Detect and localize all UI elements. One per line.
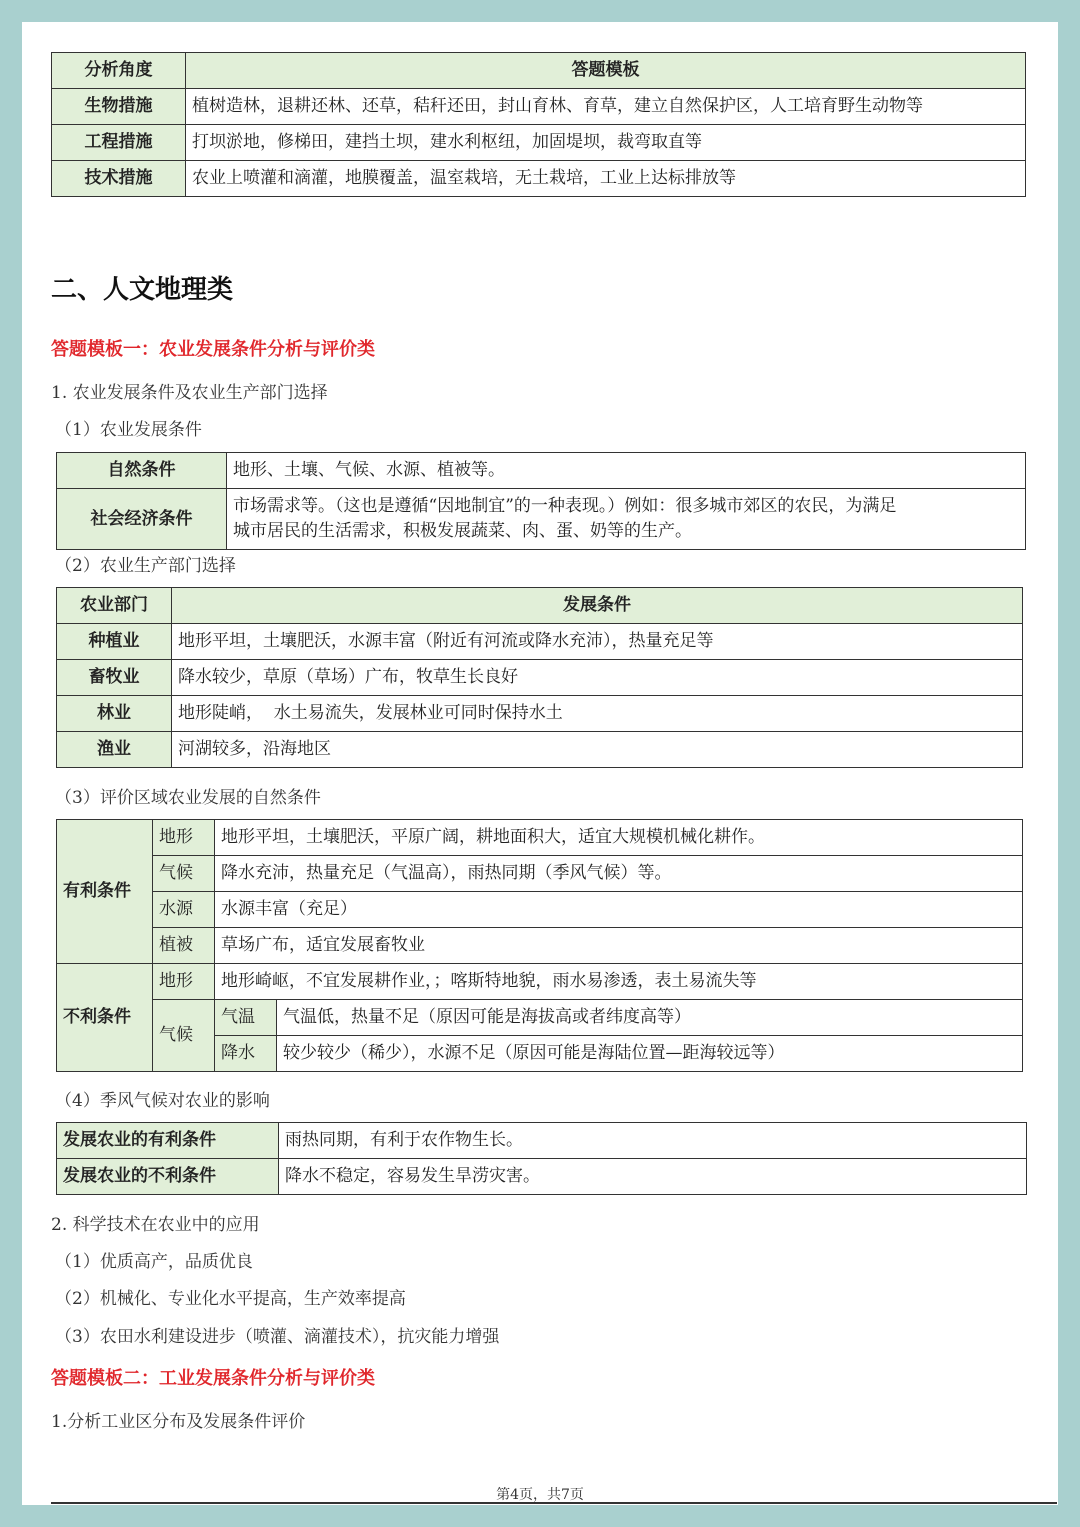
row-label: 发展农业的不利条件 <box>57 1159 279 1195</box>
table-cell: 水源丰富（充足） <box>215 892 1023 928</box>
sub-label: 水源 <box>153 892 215 928</box>
group-label: 不利条件 <box>57 964 153 1072</box>
paragraph: 2. 科学技术在农业中的应用 <box>51 1215 260 1235</box>
row-label: 林业 <box>57 696 172 732</box>
table-cell: 雨热同期，有利于农作物生长。 <box>279 1123 1027 1159</box>
sub-label: 植被 <box>153 928 215 964</box>
measures-table <box>51 52 1026 197</box>
table-cell: 地形陡峭， 水土易流失，发展林业可同时保持水土 <box>172 696 1023 732</box>
table-cell: 打坝淤地，修梯田，建挡土坝，建水利枢纽，加固堤坝，裁弯取直等 <box>186 125 1026 161</box>
paragraph: （1）优质高产，品质优良 <box>55 1252 253 1272</box>
sub-sub-label: 气温 <box>215 1000 277 1036</box>
table-header: 答题模板 <box>186 53 1026 89</box>
agri-conditions-table <box>56 452 1026 550</box>
row-label: 发展农业的有利条件 <box>57 1123 279 1159</box>
table-cell: 降水较少，草原（草场）广布，牧草生长良好 <box>172 660 1023 696</box>
row-label: 生物措施 <box>52 89 186 125</box>
template-title: 答题模板二：工业发展条件分析与评价类 <box>51 1368 375 1389</box>
sub-label: 地形 <box>153 820 215 856</box>
row-label: 技术措施 <box>52 161 186 197</box>
cell-line: 市场需求等。（这也是遵循“因地制宜”的一种表现。）例如：很多城市郊区的农民，为满足 <box>233 496 897 517</box>
section-title: 二、人文地理类 <box>51 275 234 305</box>
row-label: 工程措施 <box>52 125 186 161</box>
natural-conditions-table <box>56 819 1023 1072</box>
page-number: 第4页，共7页 <box>496 1487 584 1503</box>
paragraph: （2）农业生产部门选择 <box>55 556 236 576</box>
sub-label: 气候 <box>153 1000 215 1072</box>
table-header: 农业部门 <box>57 588 172 624</box>
sub-label: 气候 <box>153 856 215 892</box>
paragraph: （1）农业发展条件 <box>55 420 202 440</box>
table-cell: 气温低，热量不足（原因可能是海拔高或者纬度高等） <box>277 1000 1023 1036</box>
table-cell: 河湖较多，沿海地区 <box>172 732 1023 768</box>
table-cell: 地形平坦，土壤肥沃，平原广阔，耕地面积大，适宜大规模机械化耕作。 <box>215 820 1023 856</box>
table-cell <box>227 489 1026 550</box>
table-cell: 地形崎岖，不宜发展耕作业，；喀斯特地貌，雨水易渗透，表土易流失等 <box>215 964 1023 1000</box>
table-cell: 降水不稳定，容易发生旱涝灾害。 <box>279 1159 1027 1195</box>
paragraph: 1. 农业发展条件及农业生产部门选择 <box>51 383 328 403</box>
agri-sector-table <box>56 587 1023 768</box>
table-cell: 地形、土壤、气候、水源、植被等。 <box>227 453 1026 489</box>
paragraph: （2）机械化、专业化水平提高，生产效率提高 <box>55 1289 406 1309</box>
table-cell: 草场广布，适宜发展畜牧业 <box>215 928 1023 964</box>
cell-line: 城市居民的生活需求，积极发展蔬菜、肉、蛋、奶等的生产。 <box>233 521 692 541</box>
document-page <box>22 22 1058 1505</box>
paragraph: （3）评价区域农业发展的自然条件 <box>55 788 321 808</box>
table-cell: 较少较少（稀少），水源不足（原因可能是海陆位置—距海较远等） <box>277 1036 1023 1072</box>
row-label: 社会经济条件 <box>57 489 227 550</box>
table-cell: 植树造林，退耕还林、还草，秸秆还田，封山育林、育草，建立自然保护区，人工培育野生动物等 <box>186 89 1026 125</box>
table-cell: 降水充沛，热量充足（气温高），雨热同期（季风气候）等。 <box>215 856 1023 892</box>
monsoon-table <box>56 1122 1027 1195</box>
sub-sub-label: 降水 <box>215 1036 277 1072</box>
table-header: 分析角度 <box>52 53 186 89</box>
row-label: 种植业 <box>57 624 172 660</box>
paragraph: 1.分析工业区分布及发展条件评价 <box>51 1412 306 1432</box>
paragraph: （3）农田水利建设进步（喷灌、滴灌技术），抗灾能力增强 <box>55 1327 500 1347</box>
template-title: 答题模板一：农业发展条件分析与评价类 <box>51 339 375 360</box>
paragraph: （4）季风气候对农业的影响 <box>55 1091 270 1111</box>
row-label: 畜牧业 <box>57 660 172 696</box>
row-label: 自然条件 <box>57 453 227 489</box>
table-header: 发展条件 <box>172 588 1023 624</box>
row-label: 渔业 <box>57 732 172 768</box>
sub-label: 地形 <box>153 964 215 1000</box>
group-label: 有利条件 <box>57 820 153 964</box>
table-cell: 农业上喷灌和滴灌，地膜覆盖，温室栽培，无土栽培，工业上达标排放等 <box>186 161 1026 197</box>
table-cell: 地形平坦，土壤肥沃，水源丰富（附近有河流或降水充沛），热量充足等 <box>172 624 1023 660</box>
